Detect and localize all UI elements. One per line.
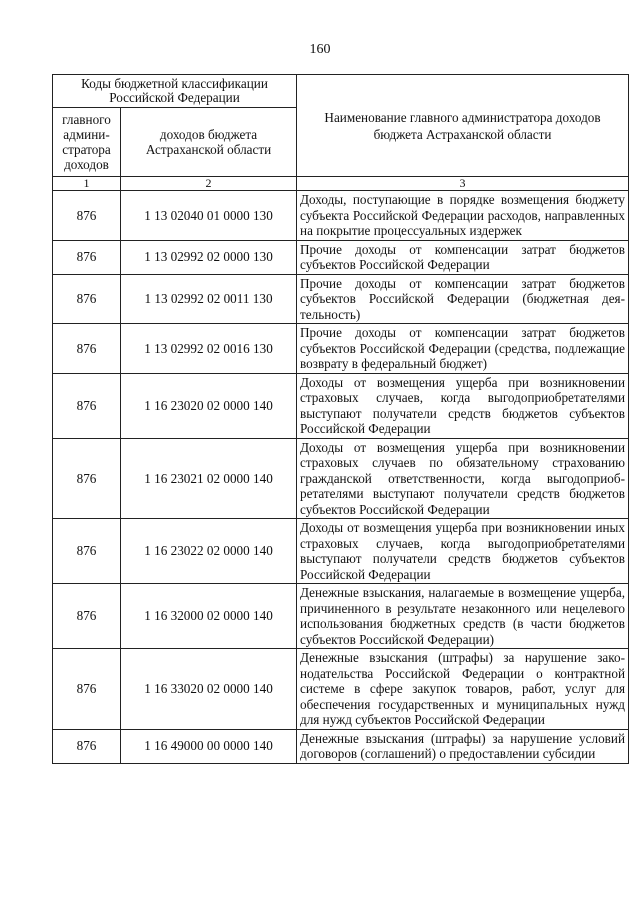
table-row — [53, 584, 629, 649]
income-code-cell: 1 13 02040 01 0000 130 — [121, 191, 297, 241]
admin-code-cell: 876 — [53, 274, 121, 324]
codes-group-header — [53, 75, 297, 108]
income-code-cell: 1 16 33020 02 0000 140 — [121, 649, 297, 730]
admin-code-cell: 876 — [53, 191, 121, 241]
income-name-cell: Денежные взыскания, налагаемые в возмещение ущерба, причиненного в результате незаконного или нецелевого использования бюджетных средств (в части бюджетов субъектов Российской Федерации) — [297, 584, 629, 649]
name-column-title-line2: бюджета Астраханской области — [373, 126, 552, 142]
admin-code-cell: 876 — [53, 729, 121, 763]
admin-column-title-line4: доходов — [64, 157, 109, 172]
table-row — [53, 240, 629, 274]
admin-code-cell: 876 — [53, 373, 121, 438]
column-number-row — [53, 177, 629, 191]
income-code-cell: 1 13 02992 02 0011 130 — [121, 274, 297, 324]
admin-code-cell: 876 — [53, 240, 121, 274]
codes-group-title-line1: Коды бюджетной классификации — [81, 76, 268, 91]
income-code-cell: 1 16 23022 02 0000 140 — [121, 519, 297, 584]
income-code-cell: 1 16 23021 02 0000 140 — [121, 438, 297, 519]
income-code-cell: 1 13 02992 02 0016 130 — [121, 324, 297, 374]
income-name-cell: Денежные взыскания (штрафы) за нарушение условий договоров (соглашений) о предоставлении субсидии — [297, 729, 629, 763]
column-number-3: 3 — [297, 177, 629, 191]
codes-group-title-line2: Российской Федерации — [109, 90, 240, 105]
income-name-cell: Доходы от возмещения ущерба при возникновении страховых случаев по обязательному страхованию гражданской ответственности, когда выгодоприобретателями выступают получатели средств бюджетов субъектов Российской Федерации — [297, 438, 629, 519]
admin-column-title-line3: стратора — [62, 142, 111, 157]
income-column-title-line1: доходов бюджета — [159, 127, 258, 142]
income-name-cell: Прочие доходы от компенсации затрат бюджетов субъектов Российской Федерации (бюджетная деятельность) — [297, 274, 629, 324]
admin-column-title-line2: админи- — [63, 127, 110, 142]
income-name-cell: Прочие доходы от компенсации затрат бюджетов субъектов Российской Федерации — [297, 240, 629, 274]
column-number-2: 2 — [121, 177, 297, 191]
income-column-header — [121, 108, 297, 177]
table-row — [53, 729, 629, 763]
income-name-cell: Доходы от возмещения ущерба при возникновении иных страховых случаев, когда выгодоприобретателями выступают получатели средств бюджетов субъектов Российской Федерации — [297, 519, 629, 584]
admin-code-cell: 876 — [53, 649, 121, 730]
table-row — [53, 191, 629, 241]
income-name-cell: Прочие доходы от компенсации затрат бюджетов субъектов Российской Федерации (средства, подлежащие возврату в федеральный бюджет) — [297, 324, 629, 374]
admin-code-cell: 876 — [53, 519, 121, 584]
income-column-title-line2: Астраханской области — [145, 142, 272, 157]
income-code-cell: 1 13 02992 02 0000 130 — [121, 240, 297, 274]
table-row — [53, 373, 629, 438]
admin-column-header — [53, 108, 121, 177]
income-name-cell: Доходы от возмещения ущерба при возникновении страховых случаев, когда выгодоприобретателями выступают получатели средств бюджетов субъектов Российской Федерации — [297, 373, 629, 438]
table-row — [53, 274, 629, 324]
admin-code-cell: 876 — [53, 584, 121, 649]
name-column-title-line1: Наименование главного администратора доходов — [324, 109, 601, 125]
column-number-1: 1 — [53, 177, 121, 191]
income-name-cell: Доходы, поступающие в порядке возмещения бюджету субъекта Российской Федерации расходов, направленных на покрытие процессуальных издержек — [297, 191, 629, 241]
page-number: 160 — [309, 42, 331, 57]
name-column-header — [297, 75, 629, 177]
admin-code-cell: 876 — [53, 324, 121, 374]
table-row — [53, 324, 629, 374]
admin-column-title-line1: главного — [62, 112, 111, 127]
table-row — [53, 438, 629, 519]
income-code-cell: 1 16 23020 02 0000 140 — [121, 373, 297, 438]
budget-classification-table — [52, 74, 629, 764]
income-code-cell: 1 16 49000 00 0000 140 — [121, 729, 297, 763]
table-row — [53, 649, 629, 730]
income-code-cell: 1 16 32000 02 0000 140 — [121, 584, 297, 649]
table-row — [53, 519, 629, 584]
admin-code-cell: 876 — [53, 438, 121, 519]
income-name-cell: Денежные взыскания (штрафы) за нарушение законодательства Российской Федерации о контрактной системе в сфере закупок товаров, работ, услуг для обеспечения государственных и муниципальных нужд для нужд субъектов Российской Федерации — [297, 649, 629, 730]
